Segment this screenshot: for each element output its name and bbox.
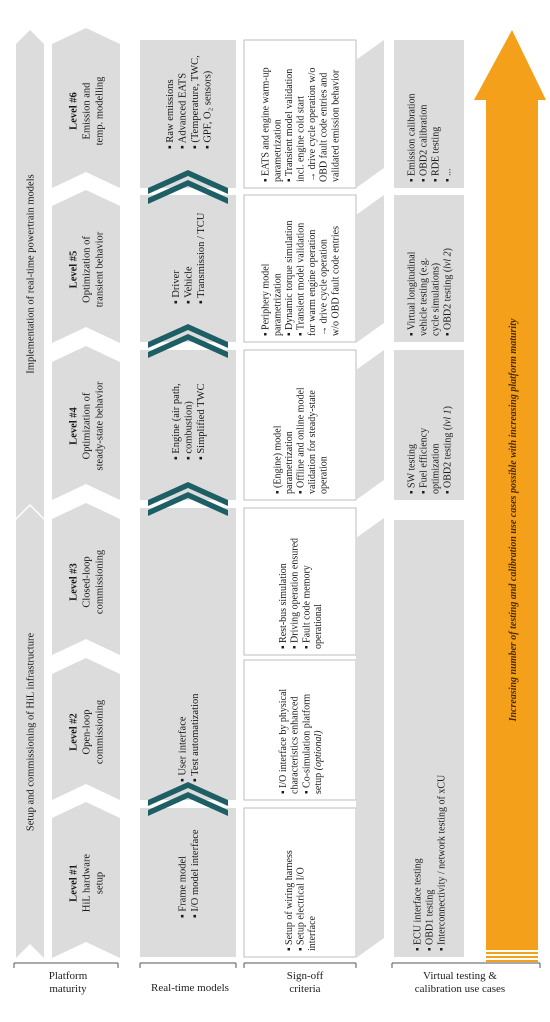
models-text-1-line: ▪ Frame model [177,855,189,918]
level-3-label-line: Level #3 [68,563,80,601]
level-3-label-line: Closed-loop [81,556,93,608]
signoff-line: ▪ Transient model validation [283,68,295,182]
models-text-3-line: ▪ combustion) [183,401,195,460]
usecase-line-italic: lvl 1 [442,409,454,427]
signoff-line: w/o OBD fault code entries [330,226,342,336]
level-4-label-line: Level #4 [68,407,80,445]
signoff-line: for warm engine operation [307,229,319,336]
level-3-label-line: commissioning [94,549,106,615]
column-header-platform-maturity: Platform maturity [48,970,88,995]
maturity-arrow-tail-stripe [486,956,538,958]
signoff-line: parametrization [272,273,284,336]
usecase-line: ▪ ECU interface testing [412,858,424,951]
usecase-line: ▪ Emission calibration [406,93,418,182]
level-4-label-line: Optimization of [81,392,93,460]
usecase-line: ▪ OBD1 testing [424,889,436,951]
signoff-line: → drive cycle operation w/o [307,67,319,182]
signoff-line: operation [318,456,330,494]
signoff-line: operational [312,604,324,649]
signoff-line: ▪ Setup electrical I/O [295,867,307,951]
phase-powertrain-label-line: Implementation of real-time powertrain models [25,174,37,374]
signoff-line: ▪ Periphery model [260,263,272,336]
usecase-line: ▪ OBD2 calibration [418,104,430,182]
usecase-line: ▪ Fuel efficiency [418,427,430,494]
signoff-line: ▪ Rest-bus simulation [278,563,290,649]
signoff-line: parametrization [272,119,284,182]
models-text-4-line: ▪ Driver [171,270,183,304]
models-text-5-line: ▪ Advanced EATS [177,72,189,149]
usecase-line: ▪ Virtual longitudinal [406,251,418,336]
phase-hil-label-line: Setup and commissioning of HiL infrastructure [25,632,37,832]
usecase-line: optimization [430,443,442,494]
usecase-line-part: ▪ OBD2 testing ( [442,268,454,336]
column-header-use-cases: Virtual testing & calibration use cases [414,970,506,995]
usecase-line: ▪ SW testing [406,443,418,494]
usecase-line: cycle simulations) [430,262,442,336]
usecase-line [443,248,454,336]
signoff-line: parametrization [283,431,295,494]
models-text-5-line: ▪ GPF, O₂ sensors) [202,70,214,149]
level-4-label-line: steady-state behavior [94,381,106,471]
signoff-line: ▪ Setup of wiring harness [283,850,295,951]
level-2-label-line: Level #2 [68,713,80,751]
usecase-arrow-3 [356,195,384,343]
maturity-arrow-tail-stripe [486,952,538,954]
level-5-label-line: Level #5 [68,250,80,289]
models-text-1-line: ▪ I/O model interface [189,829,201,918]
maturity-arrow-tail-stripe [486,960,538,962]
signoff-line: ▪ Transient model validation [295,222,307,336]
level-6-label-line: temp. modelling [94,76,106,146]
usecase-line-italic: lvl 2 [442,251,454,269]
signoff-line: interface [307,916,319,951]
signoff-line [313,730,324,794]
signoff-line: ▪ (Engine) model [272,425,284,494]
level-5-label-line: Optimization of [81,236,93,303]
usecase-line-part: ▪ OBD2 testing ( [442,426,454,494]
level-6-label-line: Level #6 [68,92,80,130]
usecase-arrow-2 [356,350,384,500]
signoff-line: ▪ Driving operation ensured [289,537,301,649]
usecase-line-part: ) [442,248,454,252]
level-1-label-line: HiL hardware [81,853,93,913]
phase-hil-label [26,633,37,832]
column-header-sign-off-criteria: Sign-off criteria [286,970,324,995]
signoff-line: OBD fault code entries and [318,72,330,182]
level-5-label-line: transient behavior [94,231,106,308]
usecase-line: ▪ RDE testing [430,126,442,182]
level-2-label-line: commissioning [94,699,106,765]
signoff-line: ▪ Co-simulation platform [301,693,313,794]
level-2-label-line: Open-loop [81,709,93,755]
models-text-3-line: ▪ Engine (air path, [171,383,183,460]
signoff-line: ▪ Dynamic torque simulation [283,220,295,336]
signoff-line: characteristics enhanced [289,696,301,794]
column-header-real-time-models: Real-time models [151,982,229,994]
level-1-label-line: setup [94,871,106,895]
usecase-line: ▪ ... [442,168,454,182]
signoff-line: validated emission behavior [330,69,342,182]
models-text-4-line: ▪ Vehicle [183,266,195,304]
models-text-2-line: ▪ User interface [177,716,189,782]
maturity-arrow-text: Increasing number of testing and calibration use cases possible with increasing platform maturity [508,318,519,722]
usecase-line-part: ) [442,406,454,410]
level-1-label-line: Level #1 [68,864,80,902]
maturity-arrow-label [508,318,519,722]
signoff-line: ▪ Offline and online model [295,387,307,494]
signoff-line: ▪ Fault code memory [301,565,313,649]
signoff-line: ▪ I/O interface by physical [278,688,290,794]
models-text-5-line: ▪ Raw emissions [164,79,176,149]
models-text-2-line: ▪ Test automatization [189,693,201,782]
usecase-line [443,406,454,494]
signoff-line: ▪ EATS and engine warm-up [260,67,272,182]
signoff-line: → drive cycle operation [318,239,330,336]
signoff-line-part: setup [312,770,324,794]
usecase-arrow-4 [356,40,384,188]
usecase-line: vehicle testing (e.g. [418,257,430,336]
signoff-line-italic: (optional) [312,730,324,771]
signoff-line: incl. engine cold start [295,95,307,182]
models-text-4-line: ▪ Transmission / TCU [196,212,208,304]
phase-powertrain-label [26,174,37,373]
usecase-line: ▪ Interconnectivity / network testing of xCU [436,774,448,951]
level-6-label-line: Emission and [81,82,93,140]
signoff-line: validation for steady-state [307,390,319,494]
models-text-3-line: ▪ Simplified TWC [196,383,208,460]
models-text-5-line: ▪ (Temperature, TWC, [189,55,201,149]
usecase-arrow-1 [356,518,384,958]
